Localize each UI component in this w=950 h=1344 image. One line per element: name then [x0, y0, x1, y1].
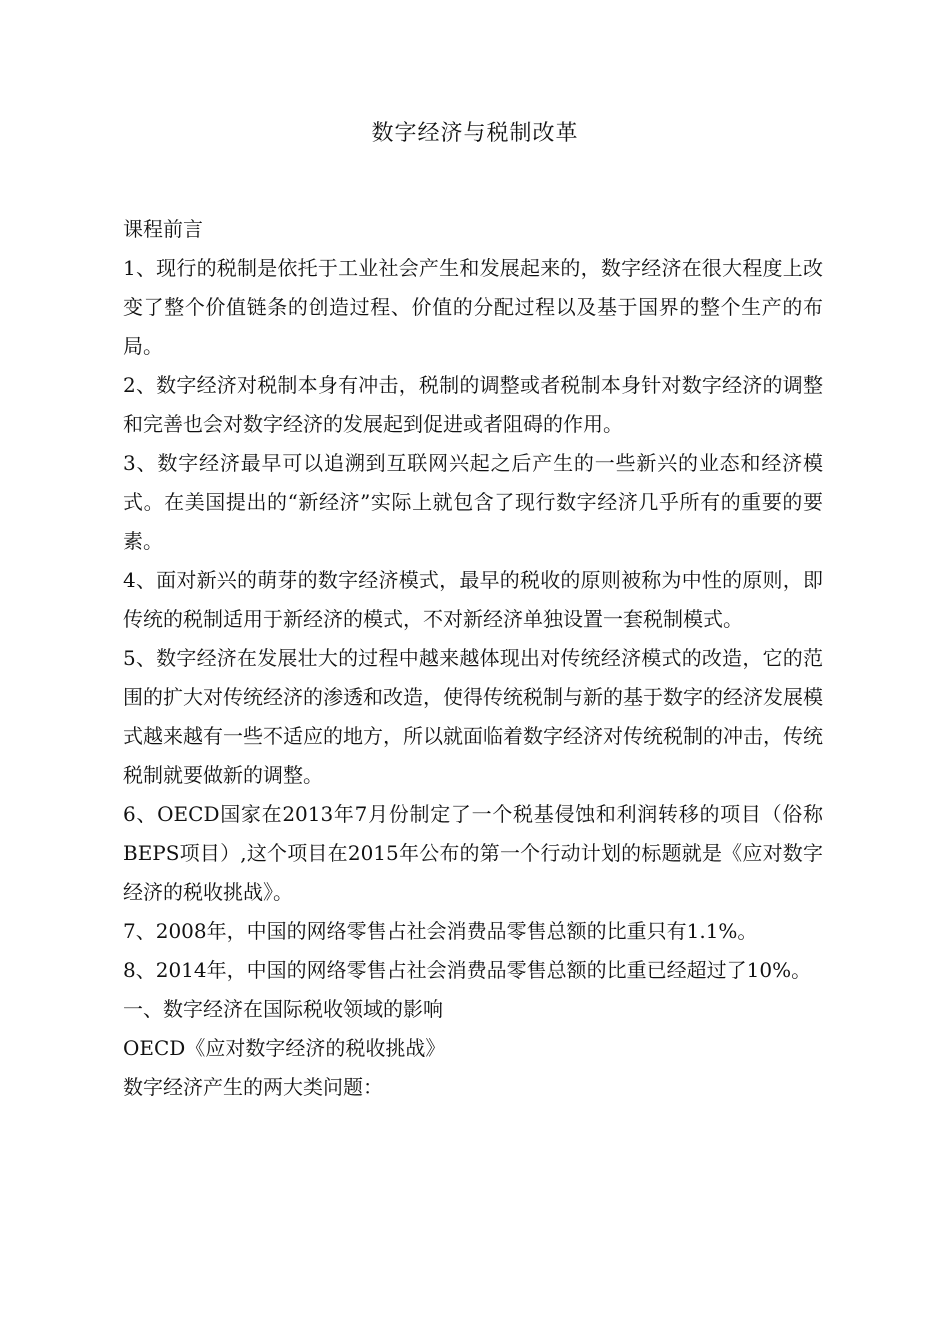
section-heading-course-intro: 课程前言	[123, 217, 203, 241]
paragraph-8: 8、2014年，中国的网络零售占社会消费品零售总额的比重已经超过了10%。	[123, 958, 812, 982]
paragraph-4: 4、面对新兴的萌芽的数字经济模式，最早的税收的原则被称为中性的原则，即传统的税制适用于新经济的模式，不对新经济单独设置一套税制模式。	[123, 568, 823, 631]
subheading-oecd: OECD《应对数字经济的税收挑战》	[123, 1036, 446, 1060]
paragraph-2: 2、数字经济对税制本身有冲击，税制的调整或者税制本身针对数字经济的调整和完善也会对数字经济的发展起到促进或者阻碍的作用。	[123, 373, 823, 436]
section-heading-1: 一、数字经济在国际税收领域的影响	[123, 997, 443, 1021]
paragraph-5: 5、数字经济在发展壮大的过程中越来越体现出对传统经济模式的改造，它的范围的扩大对传统经济的渗透和改造，使得传统税制与新的基于数字的经济发展模式越来越有一些不适应的地方，所以就面临着数字经济对传统税制的冲击，传统税制就要做新的调整。	[123, 646, 823, 787]
document-title: 数字经济与税制改革	[371, 121, 579, 146]
document-body	[123, 210, 823, 1107]
paragraph-6: 6、OECD国家在2013年7月份制定了一个税基侵蚀和利润转移的项目（俗称BEPS项目）,这个项目在2015年公布的第一个行动计划的标题就是《应对数字经济的税收挑战》。	[123, 802, 823, 904]
paragraph-3: 3、数字经济最早可以追溯到互联网兴起之后产生的一些新兴的业态和经济模式。在美国提出的“新经济”实际上就包含了现行数字经济几乎所有的重要的要素。	[123, 451, 823, 553]
paragraph-1: 1、现行的税制是依托于工业社会产生和发展起来的，数字经济在很大程度上改变了整个价值链条的创造过程、价值的分配过程以及基于国界的整个生产的布局。	[123, 256, 823, 358]
paragraph-two-problems: 数字经济产生的两大类问题：	[123, 1075, 383, 1099]
paragraph-7: 7、2008年，中国的网络零售占社会消费品零售总额的比重只有1.1%。	[123, 919, 758, 943]
